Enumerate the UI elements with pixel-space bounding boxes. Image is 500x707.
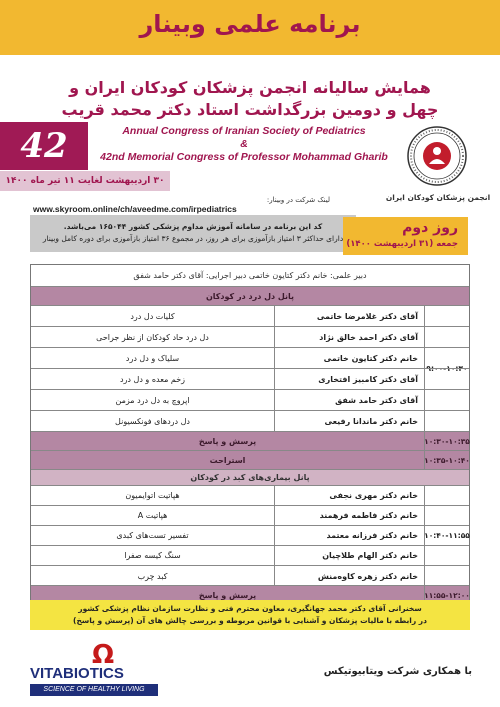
talk-topic: کبد چرب: [137, 571, 168, 581]
table-row: [31, 566, 469, 586]
society-caption: انجمن پزشکان کودکان ایران: [385, 193, 491, 202]
cme-points-text: دارای حداکثر ۳ امتیاز بازآموزی برای هر روز، در مجموع ۳۶ امتیاز بازآموزی برای دوره کامل وبینار: [42, 234, 344, 243]
speaker-name: آقای دکتر احمد خالق نژاد: [274, 327, 424, 347]
english-title-line1: Annual Congress of Iranian Society of Pediatrics: [122, 125, 366, 137]
english-title-amp: &: [240, 138, 248, 150]
cme-note: [30, 215, 356, 252]
day-title: روز دوم: [402, 220, 458, 236]
top-banner: [0, 0, 500, 55]
speaker-name: آقای دکتر حامد شفق: [274, 390, 424, 410]
closing-note-line2: در رابطه با مالیات پزشکان و آشنایی با قوانین مربوطه و بررسی چالش های آن (پرسش و پاسخ): [73, 616, 427, 625]
society-logo-icon: [405, 124, 469, 188]
qa2-time: ۱۱:۵۵-۱۲:۰۰: [424, 586, 469, 605]
speaker-name: آقای دکتر کامبیز افتخاری: [274, 369, 424, 389]
closing-note: [30, 600, 470, 630]
english-title: [94, 125, 394, 164]
talk-topic: هپاتیت اتوایمیون: [125, 491, 180, 500]
talk-topic: تفسیر تست‌های کبدی: [116, 531, 189, 540]
sponsor-credit: با همکاری شرکت ویتابیوتیکس: [323, 666, 472, 677]
speaker-name: خانم دکتر فرزانه معتمد: [274, 526, 424, 545]
talk-topic: هپاتیت A: [137, 511, 168, 520]
break-label: استراحت: [209, 455, 246, 465]
table-row: [31, 306, 469, 327]
table-row: [31, 390, 469, 411]
panel1-block: [31, 306, 469, 432]
qa1-time: ۱۰:۳۰-۱۰:۳۵: [424, 432, 469, 450]
english-title-line2: 42nd Memorial Congress of Professor Mohammad Gharib: [100, 151, 388, 163]
panel2-time: ۱۰:۴۰-۱۱:۵۵: [424, 486, 469, 585]
congress-title-line2: چهل و دومین بزرگداشت استاد دکتر محمد قریب: [61, 100, 439, 119]
omega-icon: Ω: [92, 640, 115, 670]
webinar-link-label: لینک شرکت در وبینار:: [266, 196, 330, 204]
table-row: [31, 486, 469, 506]
talk-topic: کلیات دل درد: [130, 311, 175, 321]
congress-dates: ۳۰ اردیبهشت لغایت ۱۱ تیر ماه ۱۴۰۰: [0, 171, 170, 191]
speaker-name: خانم دکتر زهره کاوه‌منش: [274, 566, 424, 586]
qa1-label: پرسش و پاسخ: [198, 436, 257, 446]
break-time: ۱۰:۳۵-۱۰:۴۰: [424, 451, 469, 469]
table-row: [31, 348, 469, 369]
webinar-link-url[interactable]: www.skyroom.online/ch/aveedme.com/irpediatrics: [33, 204, 237, 214]
table-row: [31, 526, 469, 546]
congress-number: 42: [0, 122, 88, 170]
panel1-title-row: [31, 287, 469, 306]
panel1-time: ۹:۰۰-۱۰:۳۰: [424, 306, 469, 431]
panel2-block: [31, 486, 469, 586]
qa1-row: [31, 432, 469, 451]
schedule-table: [30, 264, 470, 606]
secretaries-text: دبیر علمی: خانم دکتر کتایون خاتمی دبیر اجرایی: آقای دکتر حامد شفق: [133, 271, 367, 280]
panel2-title-row: [31, 470, 469, 486]
talk-topic: دل دردهای فونکسیونل: [115, 417, 190, 426]
sponsor-tagline: SCIENCE OF HEALTHY LIVING: [30, 684, 158, 696]
speaker-name: خانم دکتر ماندانا رفیعی: [274, 411, 424, 432]
speaker-name: خانم دکتر کتایون خاتمی: [274, 348, 424, 368]
day-date: جمعه (۳۱ اردیبهشت ۱۴۰۰): [346, 239, 458, 249]
cme-code-text: کد این برنامه در سامانه آموزش مداوم پزشکی کشور ۱۶۵۰۴۴ می‌باشد.: [63, 222, 323, 231]
closing-note-line1: سخنرانی آقای دکتر محمد جهانگیری، معاون محترم فنی و نظارت سازمان نظام پزشکی کشور: [78, 604, 422, 613]
table-row: [31, 369, 469, 390]
secretaries-row: [31, 265, 469, 287]
talk-topic: دل درد حاد کودکان از نظر جراحی: [96, 332, 209, 342]
talk-topic: زخم معده و دل درد: [119, 374, 186, 384]
speaker-name: خانم دکتر مهری نجفی: [274, 486, 424, 505]
table-row: [31, 506, 469, 526]
table-row: [31, 327, 469, 348]
program-title: برنامه علمی وبینار: [139, 10, 361, 38]
qa2-label: پرسش و پاسخ: [198, 591, 257, 600]
table-row: [31, 411, 469, 432]
talk-topic: سنگ کیسه صفرا: [124, 551, 181, 560]
vitabiotics-logo: [30, 640, 170, 695]
break-row: [31, 451, 469, 470]
table-row: [31, 546, 469, 566]
panel1-title: پانل دل درد در کودکان: [205, 292, 295, 301]
speaker-name: خانم دکتر الهام طلاچیان: [274, 546, 424, 565]
panel2-title: پانل بیماری‌های کبد در کودکان: [190, 473, 310, 482]
congress-title-line1: همایش سالیانه انجمن پزشکان کودکان ایران و: [69, 78, 431, 97]
talk-topic: سلیاک و دل درد: [125, 353, 180, 363]
day-box: [343, 217, 468, 255]
talk-topic: اپروچ به دل درد مزمن: [115, 395, 190, 405]
speaker-name: خانم دکتر فاطمه فرهمند: [274, 506, 424, 525]
sponsor-name: VITABIOTICS: [30, 665, 124, 682]
speaker-name: آقای دکتر غلامرضا خاتمی: [274, 306, 424, 326]
